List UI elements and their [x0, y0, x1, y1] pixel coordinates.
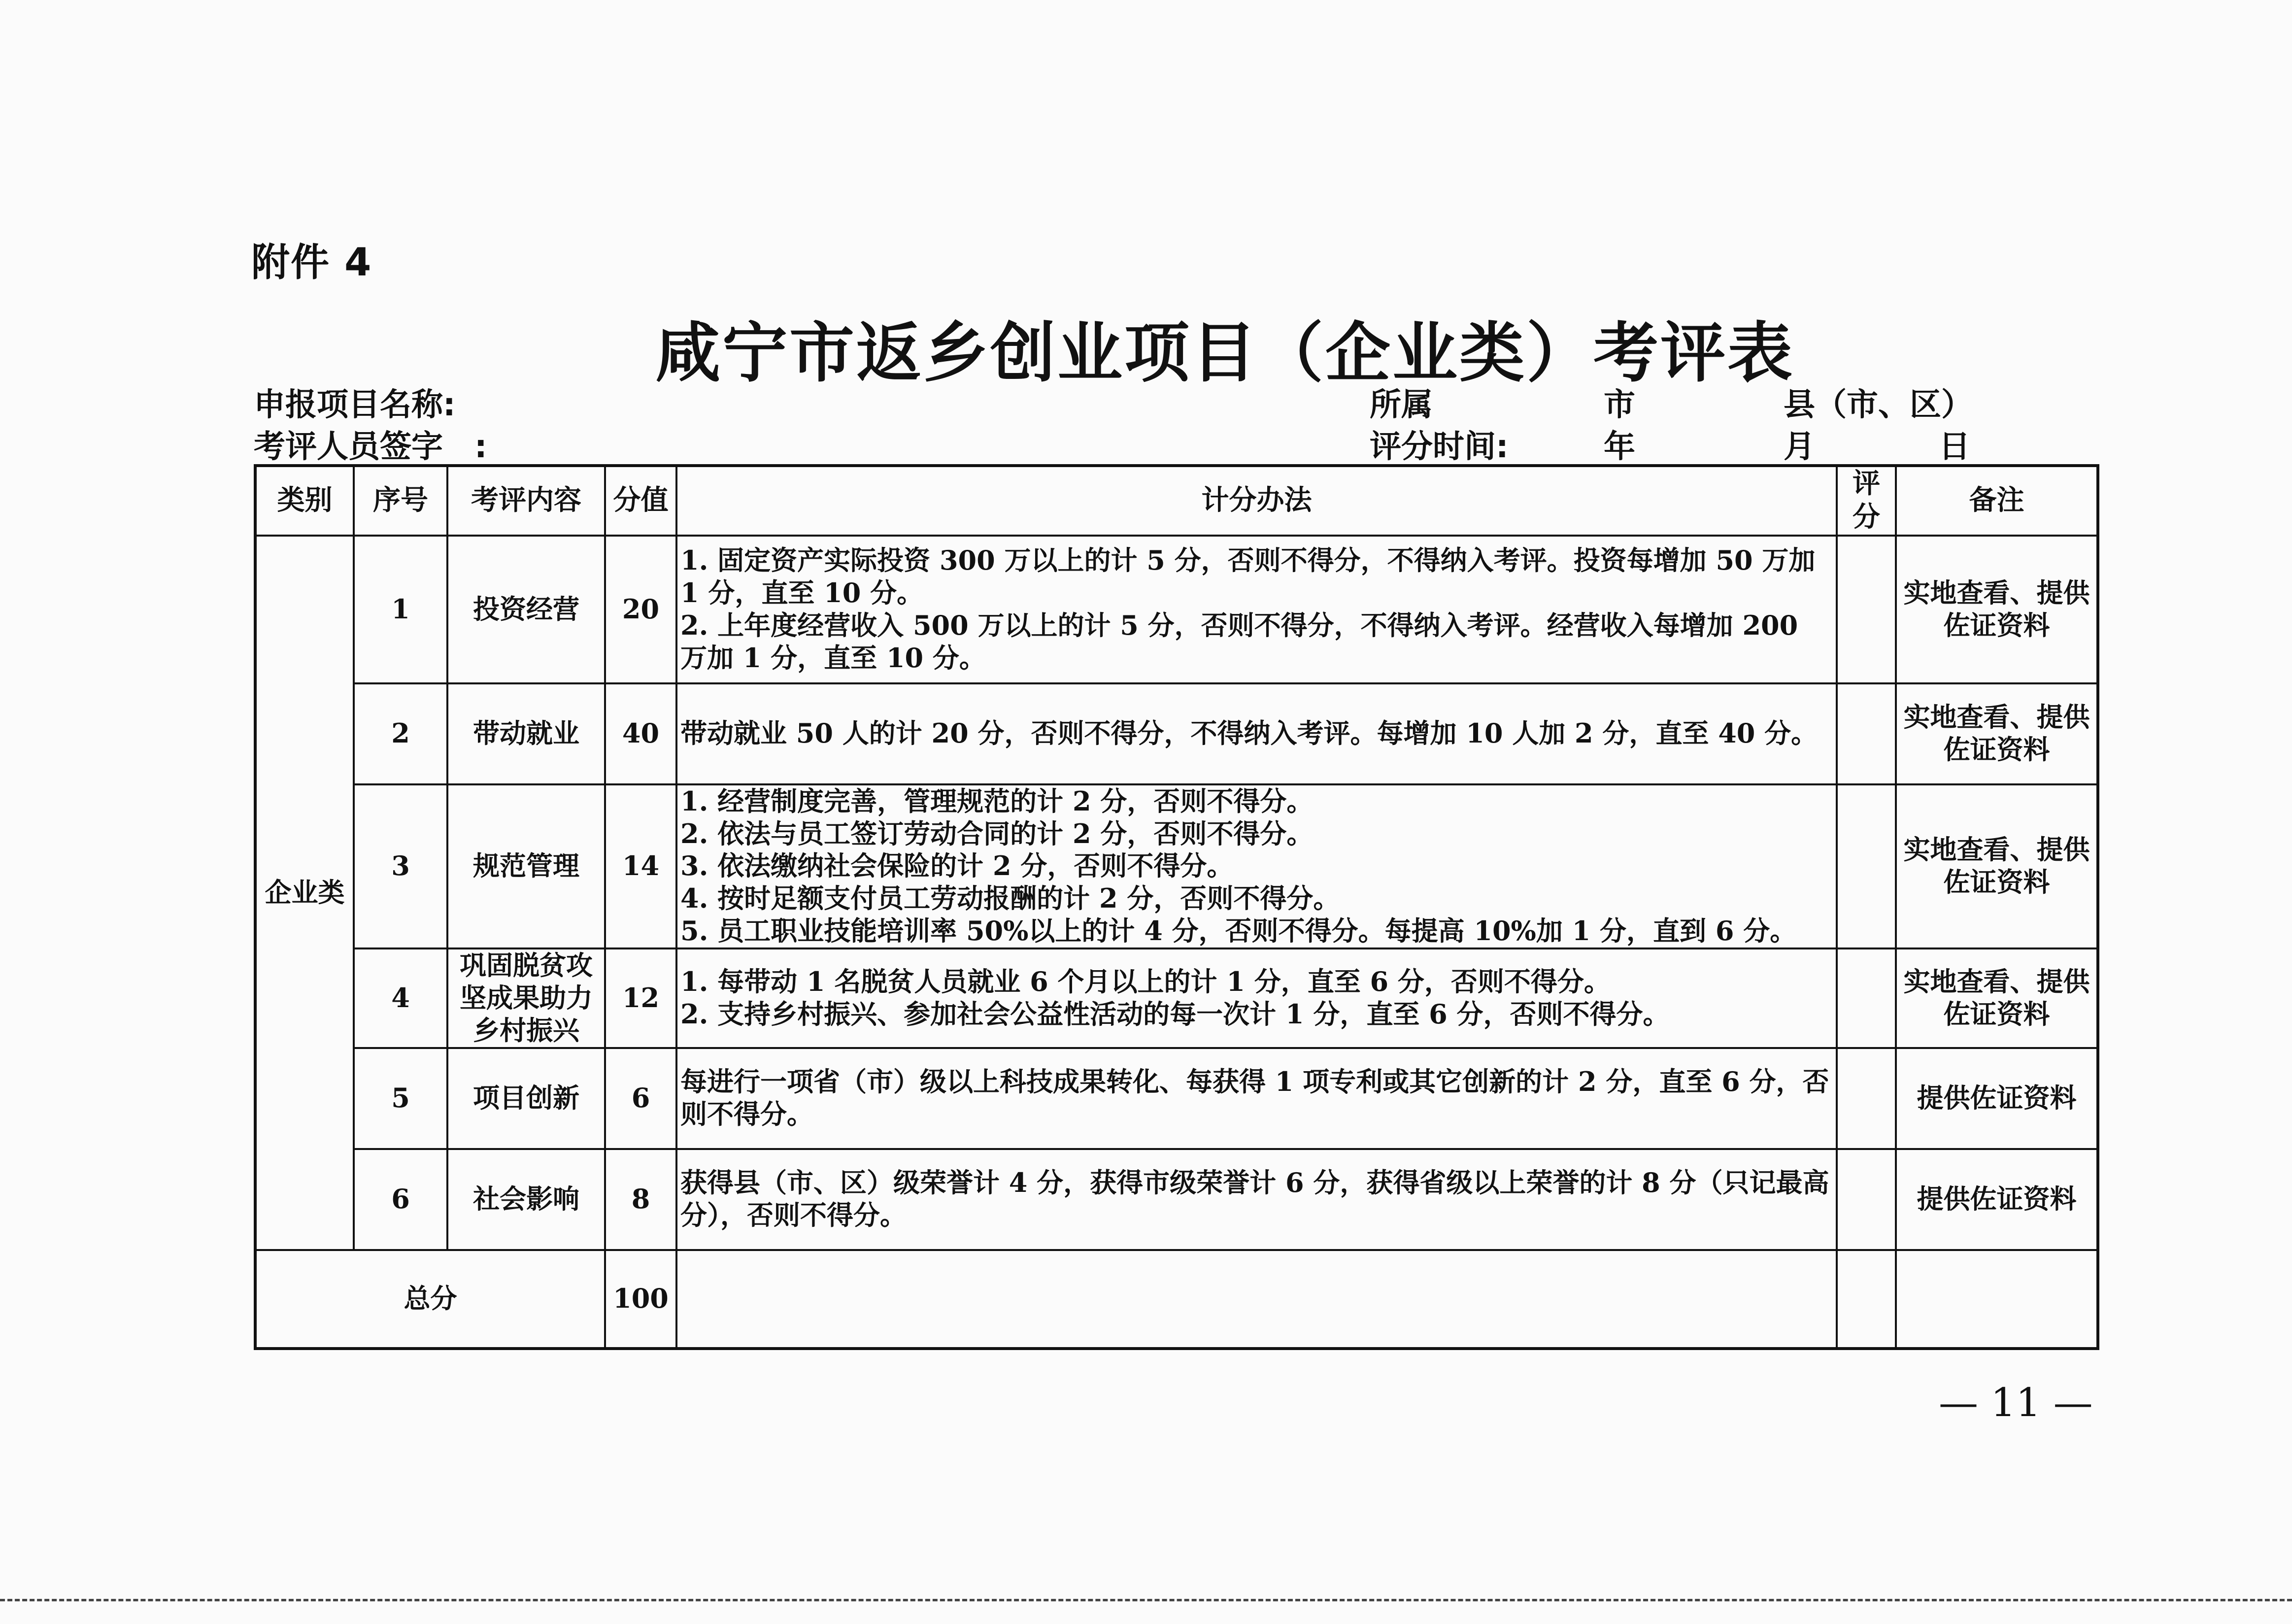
total-points: 100 [605, 1250, 676, 1349]
total-label: 总分 [255, 1250, 605, 1349]
method-line: 2. 上年度经营收入 500 万以上的计 5 分，否则不得分，不得纳入考评。经营收入每增加 200 万加 1 分，直至 10 分。 [680, 609, 1798, 674]
content-cell: 项目创新 [447, 1048, 605, 1149]
points-cell: 12 [605, 948, 676, 1048]
method-line: 1. 经营制度完善，管理规范的计 2 分，否则不得分。 [680, 785, 1314, 817]
header-points: 分值 [605, 466, 676, 536]
score-input-cell [1837, 683, 1896, 784]
table-row [255, 1149, 2098, 1250]
total-row [255, 1250, 2098, 1349]
remark-cell: 实地查看、提供佐证资料 [1896, 948, 2098, 1048]
method-line: 4. 按时足额支付员工劳动报酬的计 2 分，否则不得分。 [680, 882, 1340, 914]
score-input-cell [1837, 784, 1896, 948]
remark-cell: 提供佐证资料 [1896, 1048, 2098, 1149]
seq-cell: 6 [354, 1149, 447, 1250]
score-input-cell [1837, 1048, 1896, 1149]
category-cell: 企业类 [255, 536, 354, 1250]
belongs-label: 所属 [1370, 387, 1433, 423]
method-line: 3. 依法缴纳社会保险的计 2 分，否则不得分。 [680, 850, 1234, 882]
header-content: 考评内容 [447, 466, 605, 536]
score-input-cell [1837, 1149, 1896, 1250]
method-cell [676, 1048, 1837, 1149]
attachment-label: 附件 4 [251, 240, 372, 285]
remark-cell: 实地查看、提供佐证资料 [1896, 683, 2098, 784]
page-number: — 11 — [1939, 1380, 2093, 1425]
header-method: 计分办法 [676, 466, 1837, 536]
points-cell: 14 [605, 784, 676, 948]
evaluation-table [254, 464, 2099, 1350]
method-cell [676, 948, 1837, 1048]
method-line: 带动就业 50 人的计 20 分，否则不得分，不得纳入考评。每增加 10 人加 2 分，直至 40 分。 [680, 717, 1818, 749]
reviewer-sign-label: 考评人员签字 : [254, 429, 487, 465]
remark-cell: 提供佐证资料 [1896, 1149, 2098, 1250]
method-line: 获得县（市、区）级荣誉计 4 分，获得市级荣誉计 6 分，获得省级以上荣誉的计 8 分（只记最高分），否则不得分。 [680, 1167, 1829, 1231]
scan-edge-line [0, 1599, 2292, 1601]
content-cell: 规范管理 [447, 784, 605, 948]
method-cell [676, 536, 1837, 683]
header-category: 类别 [255, 466, 354, 536]
table-row [255, 683, 2098, 784]
score-input-cell [1837, 948, 1896, 1048]
table-row [255, 1048, 2098, 1149]
method-line: 5. 员工职业技能培训率 50%以上的计 4 分，否则不得分。每提高 10%加 1 分，直到 6 分。 [680, 915, 1797, 947]
points-cell: 20 [605, 536, 676, 683]
seq-cell: 4 [354, 948, 447, 1048]
table-row [255, 948, 2098, 1048]
points-cell: 8 [605, 1149, 676, 1250]
county-label: 县（市、区） [1784, 387, 1973, 423]
method-cell [676, 784, 1837, 948]
month-label: 月 [1784, 429, 1815, 465]
method-line: 2. 依法与员工签订劳动合同的计 2 分，否则不得分。 [680, 817, 1314, 849]
remark-cell: 实地查看、提供佐证资料 [1896, 784, 2098, 948]
project-name-label: 申报项目名称: [254, 387, 456, 423]
header-remark: 备注 [1896, 466, 2098, 536]
seq-cell: 3 [354, 784, 447, 948]
method-line: 每进行一项省（市）级以上科技成果转化、每获得 1 项专利或其它创新的计 2 分，直至 6 分，否则不得分。 [680, 1066, 1829, 1130]
total-score-cell [1837, 1250, 1896, 1349]
method-cell [676, 1149, 1837, 1250]
content-cell: 带动就业 [447, 683, 605, 784]
document-title: 咸宁市返乡创业项目（企业类）考评表 [655, 315, 1794, 391]
score-input-cell [1837, 536, 1896, 683]
day-label: 日 [1939, 429, 1970, 465]
remark-cell: 实地查看、提供佐证资料 [1896, 536, 2098, 683]
points-cell: 40 [605, 683, 676, 784]
content-cell: 投资经营 [447, 536, 605, 683]
table-header-row [255, 466, 2098, 536]
seq-cell: 2 [354, 683, 447, 784]
method-line: 1. 每带动 1 名脱贫人员就业 6 个月以上的计 1 分，直至 6 分，否则不得分。 [680, 965, 1611, 997]
content-cell: 社会影响 [447, 1149, 605, 1250]
total-remark-cell [1896, 1250, 2098, 1349]
method-cell [676, 683, 1837, 784]
seq-cell: 5 [354, 1048, 447, 1149]
city-label: 市 [1604, 387, 1635, 423]
total-method-cell [676, 1250, 1837, 1349]
table-row [255, 536, 2098, 683]
method-line: 2. 支持乡村振兴、参加社会公益性活动的每一次计 1 分，直至 6 分，否则不得分。 [680, 998, 1670, 1030]
seq-cell: 1 [354, 536, 447, 683]
table-row [255, 784, 2098, 948]
score-time-label: 评分时间: [1370, 429, 1509, 465]
year-label: 年 [1604, 429, 1635, 465]
points-cell: 6 [605, 1048, 676, 1149]
header-score: 评分 [1837, 466, 1896, 536]
method-line: 1. 固定资产实际投资 300 万以上的计 5 分，否则不得分，不得纳入考评。投资每增加 50 万加 1 分，直至 10 分。 [680, 544, 1816, 609]
header-seq: 序号 [354, 466, 447, 536]
content-cell: 巩固脱贫攻坚成果助力乡村振兴 [447, 948, 605, 1048]
